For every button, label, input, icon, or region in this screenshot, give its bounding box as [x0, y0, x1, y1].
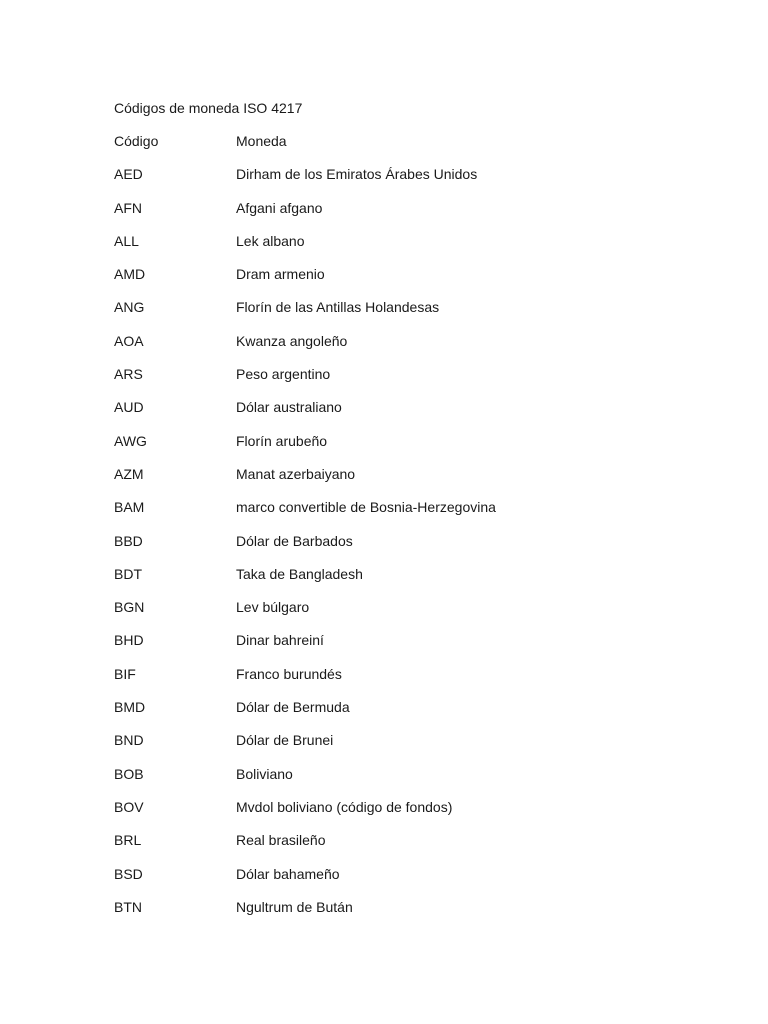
currency-name: Dólar bahameño	[236, 865, 340, 882]
currency-name: Dólar australiano	[236, 399, 342, 416]
table-row	[114, 498, 674, 531]
table-row	[114, 598, 674, 631]
currency-name: Taka de Bangladesh	[236, 565, 363, 582]
table-row	[114, 731, 674, 764]
table-header-row	[114, 132, 674, 165]
currency-code: AUD	[114, 399, 144, 416]
currency-name: Dólar de Bermuda	[236, 699, 350, 716]
table-row	[114, 665, 674, 698]
table-row	[114, 365, 674, 398]
currency-code: BSD	[114, 865, 143, 882]
table-row	[114, 798, 674, 831]
currency-name: Dólar de Brunei	[236, 732, 334, 749]
table-row	[114, 432, 674, 465]
currency-code: BMD	[114, 699, 146, 716]
currency-name: Ngultrum de Bután	[236, 898, 353, 915]
currency-name: Manat azerbaiyano	[236, 465, 356, 482]
currency-code: BBD	[114, 532, 143, 549]
table-row	[114, 332, 674, 365]
table-row	[114, 865, 674, 898]
table-row	[114, 465, 674, 498]
currency-code: BOV	[114, 798, 144, 815]
table-row	[114, 532, 674, 565]
document-title: Códigos de moneda ISO 4217	[114, 100, 303, 116]
table-row	[114, 631, 674, 664]
currency-code: AZM	[114, 465, 144, 482]
currency-code: BTN	[114, 898, 142, 915]
table-row	[114, 232, 674, 265]
currency-code: BOB	[114, 765, 144, 782]
currency-code: AFN	[114, 199, 142, 216]
currency-code: BGN	[114, 599, 145, 616]
currency-code: AOA	[114, 332, 144, 349]
currency-code: BND	[114, 732, 144, 749]
header-currency: Moneda	[236, 133, 287, 149]
table-row	[114, 765, 674, 798]
currency-name: Florín arubeño	[236, 432, 328, 449]
currency-name: marco convertible de Bosnia-Herzegovina	[236, 499, 496, 516]
table-row	[114, 265, 674, 298]
currency-code: ALL	[114, 232, 139, 249]
currency-code: BIF	[114, 665, 136, 682]
currency-code: BDT	[114, 565, 142, 582]
header-code: Código	[114, 133, 159, 149]
table-row	[114, 831, 674, 864]
currency-name: Dram armenio	[236, 266, 325, 283]
table-row	[114, 165, 674, 198]
currency-name: Kwanza angoleño	[236, 332, 348, 349]
table-row	[114, 565, 674, 598]
currency-code: BAM	[114, 499, 145, 516]
currency-name: Dólar de Barbados	[236, 532, 353, 549]
currency-name: Boliviano	[236, 765, 293, 782]
currency-code: AMD	[114, 266, 146, 283]
currency-name: Dinar bahreiní	[236, 632, 324, 649]
currency-name: Peso argentino	[236, 366, 331, 383]
currency-name: Lek albano	[236, 232, 305, 249]
table-row	[114, 298, 674, 331]
currency-name: Franco burundés	[236, 665, 342, 682]
currency-code: ANG	[114, 299, 145, 316]
currency-name: Florín de las Antillas Holandesas	[236, 299, 440, 316]
currency-name: Lev búlgaro	[236, 599, 310, 616]
currency-name: Afgani afgano	[236, 199, 323, 216]
table-row	[114, 199, 674, 232]
currency-code: BRL	[114, 832, 142, 849]
currency-table	[114, 132, 674, 931]
currency-code: BHD	[114, 632, 144, 649]
currency-name: Dirham de los Emiratos Árabes Unidos	[236, 166, 478, 183]
currency-name: Real brasileño	[236, 832, 326, 849]
currency-code: AWG	[114, 432, 147, 449]
table-row	[114, 898, 674, 931]
currency-code: AED	[114, 166, 143, 183]
currency-code: ARS	[114, 366, 143, 383]
table-row	[114, 698, 674, 731]
table-row	[114, 398, 674, 431]
currency-name: Mvdol boliviano (código de fondos)	[236, 798, 453, 815]
